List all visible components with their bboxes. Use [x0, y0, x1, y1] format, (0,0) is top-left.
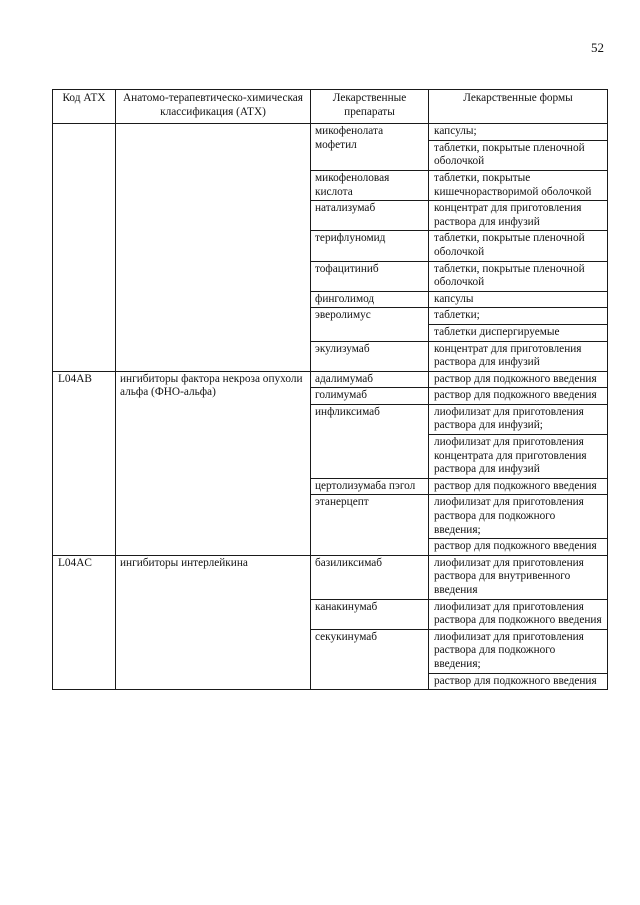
dosage-form-cell: лиофилизат для приготовления концентрата для приготовления раствора для инфузий	[429, 435, 608, 479]
drug-name-cell: натализумаб	[311, 201, 429, 231]
header-forms: Лекарственные формы	[429, 90, 608, 124]
table-body	[53, 124, 608, 690]
dosage-form-cell: таблетки, покрытые пленочной оболочкой	[429, 231, 608, 261]
dosage-form-cell: таблетки, покрытые пленочной оболочкой	[429, 261, 608, 291]
atx-code-cell: L04AC	[53, 555, 116, 689]
drug-name-cell: экулизумаб	[311, 341, 429, 371]
table-row	[53, 124, 608, 141]
dosage-form-cell: раствор для подкожного введения	[429, 673, 608, 690]
table-row	[53, 371, 608, 388]
table-row	[53, 555, 608, 599]
atx-classification-cell: ингибиторы фактора некроза опухоли альфа (ФНО-альфа)	[116, 371, 311, 555]
drug-name-cell: тофацитиниб	[311, 261, 429, 291]
dosage-form-cell: концентрат для приготовления раствора для инфузий	[429, 341, 608, 371]
drug-name-cell: терифлуномид	[311, 231, 429, 261]
drug-name-cell: микофенолата мофетил	[311, 124, 429, 171]
drug-name-cell: секукинумаб	[311, 629, 429, 689]
dosage-form-cell: таблетки диспергируемые	[429, 324, 608, 341]
dosage-form-cell: концентрат для приготовления раствора для инфузий	[429, 201, 608, 231]
dosage-form-cell: капсулы;	[429, 124, 608, 141]
drug-name-cell: базиликсимаб	[311, 555, 429, 599]
atx-table	[52, 89, 608, 690]
dosage-form-cell: раствор для подкожного введения	[429, 478, 608, 495]
dosage-form-cell: капсулы	[429, 291, 608, 308]
drug-name-cell: адалимумаб	[311, 371, 429, 388]
dosage-form-cell: раствор для подкожного введения	[429, 388, 608, 405]
drug-name-cell: этанерцепт	[311, 495, 429, 555]
header-classification: Анатомо-терапевтическо-химическая классификация (АТХ)	[116, 90, 311, 124]
header-drugs: Лекарственные препараты	[311, 90, 429, 124]
drug-name-cell: финголимод	[311, 291, 429, 308]
dosage-form-cell: лиофилизат для приготовления раствора для внутривенного введения	[429, 555, 608, 599]
dosage-form-cell: раствор для подкожного введения	[429, 539, 608, 556]
drug-name-cell: микофеноловая кислота	[311, 170, 429, 200]
dosage-form-cell: таблетки, покрытые кишечнорастворимой оболочкой	[429, 170, 608, 200]
atx-classification-cell: ингибиторы интерлейкина	[116, 555, 311, 689]
page-number: 52	[591, 40, 604, 55]
drug-name-cell: канакинумаб	[311, 599, 429, 629]
atx-code-cell	[53, 124, 116, 372]
table-header-row	[53, 90, 608, 124]
atx-table-container	[52, 89, 607, 690]
drug-name-cell: цертолизумаба пэгол	[311, 478, 429, 495]
dosage-form-cell: таблетки;	[429, 308, 608, 325]
dosage-form-cell: раствор для подкожного введения	[429, 371, 608, 388]
dosage-form-cell: лиофилизат для приготовления раствора для инфузий;	[429, 404, 608, 434]
dosage-form-cell: лиофилизат для приготовления раствора для подкожного введения	[429, 599, 608, 629]
drug-name-cell: голимумаб	[311, 388, 429, 405]
drug-name-cell: инфликсимаб	[311, 404, 429, 478]
atx-code-cell: L04AB	[53, 371, 116, 555]
dosage-form-cell: лиофилизат для приготовления раствора для подкожного введения;	[429, 495, 608, 539]
dosage-form-cell: таблетки, покрытые пленочной оболочкой	[429, 140, 608, 170]
dosage-form-cell: лиофилизат для приготовления раствора для подкожного введения;	[429, 629, 608, 673]
drug-name-cell: эверолимус	[311, 308, 429, 341]
header-code: Код АТХ	[53, 90, 116, 124]
atx-classification-cell	[116, 124, 311, 372]
